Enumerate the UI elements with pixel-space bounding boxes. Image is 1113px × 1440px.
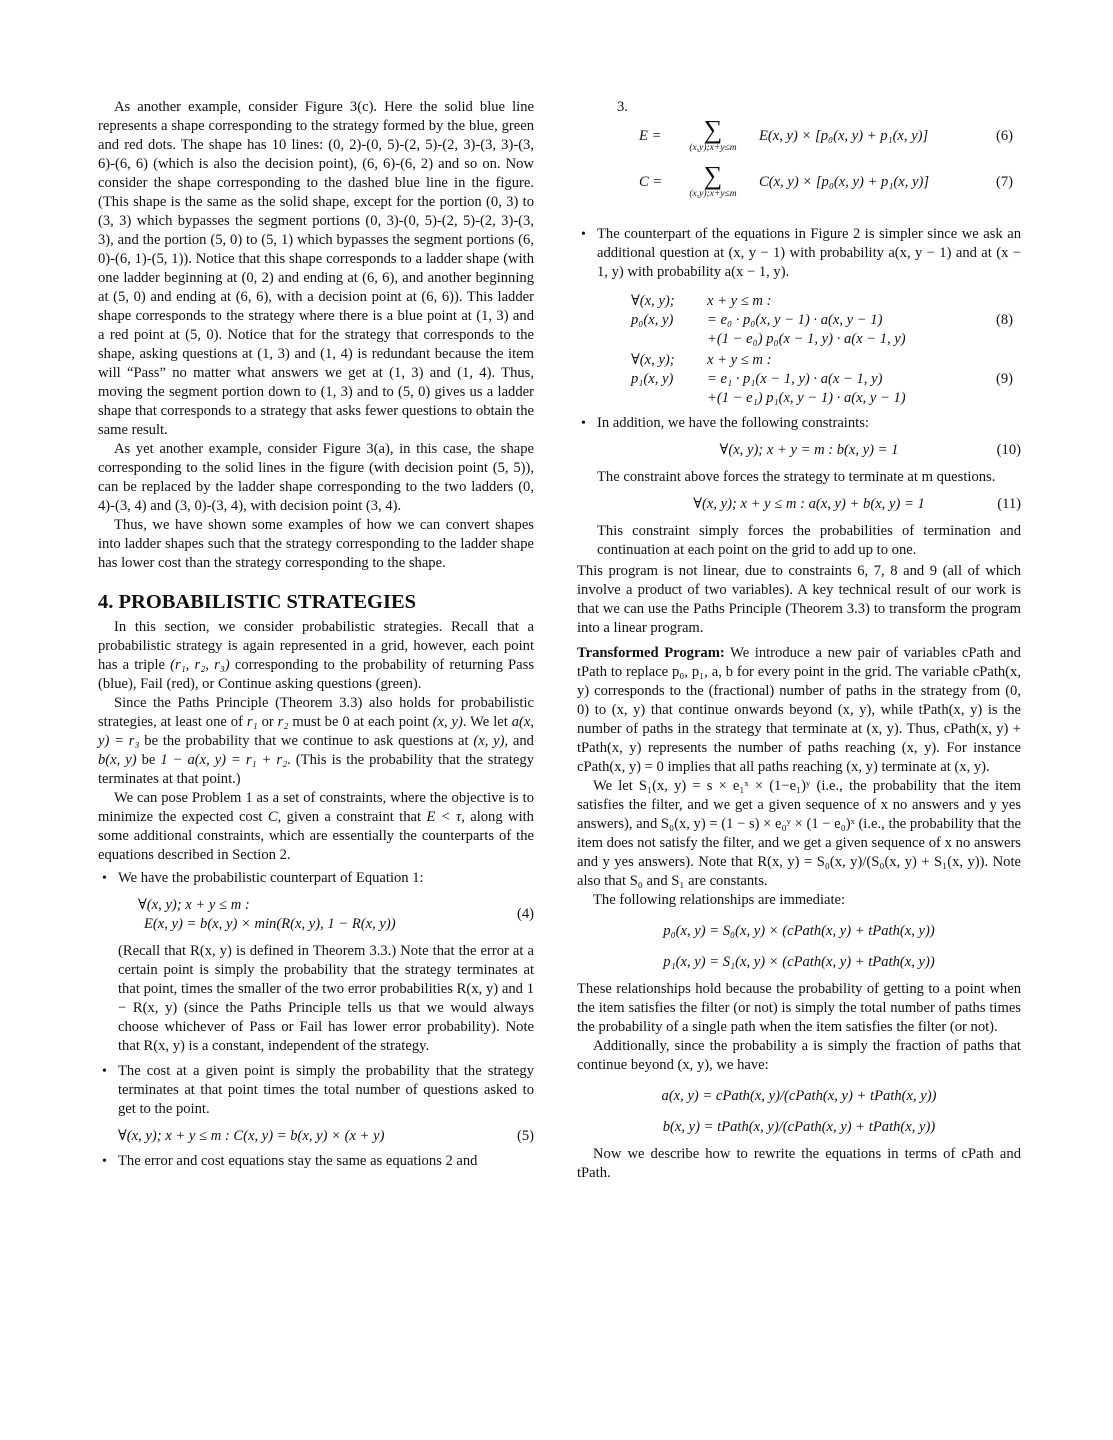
paragraph-paths-principle: Since the Paths Principle (Theorem 3.3) also holds for probabilistic strategies, at least one of r₁ or r₂ must be 0 at each point (x, y). We let a(x, y) = r₃ be the probability that we continue to ask questions at (x, y), and b(x, y) be 1 − a(x, y) = r₁ + r₂. (This is the probability that the strategy terminates at that point.) [98,695,534,787]
list-item: • In addition, we have the following constraints: ∀(x, y); x + y = m : b(x, y) = 1 (10) The constraint above forces the strategy to terminate at m questions. ∀(x, y); x + y ≤ m : a(x, y) + b(x, y) = 1 (11) This constraint simply forces the probabilities of termination and continuation at each point on the grid to add up to one. [577,414,1021,560]
equation-p0: p₀(x, y) = S₀(x, y) × (cPath(x, y) + tPath(x, y)) [663,923,935,939]
equation-7: C = ∑ (x,y);x+y≤m C(x, y) × [p₀(x, y) + p₁(x, y)] (7) [639,161,1013,199]
equation-10: ∀(x, y); x + y = m : b(x, y) = 1 (10) [719,442,1021,458]
paragraph-relationships-explanation: These relationships hold because the probability of getting to a point when the item satisfies the filter (or not) is simply the total number of paths times the probability of a single path when the item satisfies the filter (or not). [577,981,1021,1035]
paragraph-rewrite: Now we describe how to rewrite the equations in terms of cPath and tPath. [577,1146,1021,1181]
equation-8: ∀(x, y); x + y ≤ m : p₀(x, y) = e₀ · p₀(x, y − 1) · a(x, y − 1) +(1 − e₀) p₀(x − 1, y) · a(x − 1, y) (8) [631,293,1013,347]
list-item: • We have the probabilistic counterpart of Equation 1: ∀(x, y); x + y ≤ m : E(x, y) = b(x, y) × min(R(x, y), 1 − R(x, y)) (4) (Recall that R(x, y) is defined in Theorem 3.3.) Note that the error at a certain point is simply the probability that the strategy terminates at that point, times the smaller of the two error probabilities R(x, y) and 1 − R(x, y) (since the Paths Principle tells us that we would always choose whichever of Pass or Fail has lower error probability). Note that R(x, y) is a constant, independent of the strategy. [98,869,534,1056]
paragraph-figure-3a-example: As yet another example, consider Figure 3(a), in this case, the shape corresponding to the solid lines in the figure (with decision point (5, 5)), can be replaced by the ladder shape corresponding to the two ladders (0, 4)-(3, 4) and (3, 0)-(3, 4), with decision point (3, 4). [98,441,534,514]
constraint-10-explanation: The constraint above forces the strategy to terminate at m questions. [597,469,996,485]
equation-p1: p₁(x, y) = S₁(x, y) × (cPath(x, y) + tPath(x, y)) [663,954,935,970]
equation-9: ∀(x, y); x + y ≤ m : p₁(x, y) = e₁ · p₁(x − 1, y) · a(x − 1, y) +(1 − e₁) p₁(x, y − 1) · a(x, y − 1) (9) [631,352,1013,406]
right-column [577,98,1021,1183]
equation-4: ∀(x, y); x + y ≤ m : E(x, y) = b(x, y) × min(R(x, y), 1 − R(x, y)) (4) [138,897,534,932]
paragraph-s0-s1: We let S₁(x, y) = s × e₁ˣ × (1−e₁)ʸ (i.e., the probability that the item satisfies the filter, and we get a given sequence of x no answers and y yes answers), and S₀(x, y) = (1 − s) × e₀ʸ × (1 − e₀)ˣ (i.e., the probability that the item does not satisfy the filter, and we get a given sequence of x no answers and y yes answers). Note that R(x, y) = S₀(x, y)/(S₀(x, y) + S₁(x, y)). Note also that S₀ and S₁ are constants. [577,778,1021,889]
section-heading: 4. PROBABILISTIC STRATEGIES [98,591,417,613]
paragraph-problem-constraints: We can pose Problem 1 as a set of constraints, where the objective is to minimize the expected cost C, given a constraint that E < τ, along with some additional constraints, which are essentially the counterparts of the equations described in Section 2. [98,790,534,863]
list-item: • The cost at a given point is simply the probability that the strategy terminates at that point times the total number of questions asked to get to the point. ∀(x, y); x + y ≤ m : C(x, y) = b(x, y) × (x + y) (5) [98,1062,534,1146]
paragraph-relationships: The following relationships are immediate: [593,892,846,908]
equation-b: b(x, y) = tPath(x, y)/(cPath(x, y) + tPath(x, y)) [662,1119,936,1135]
constraint-list [98,869,534,1171]
equation-4-explanation: (Recall that R(x, y) is defined in Theorem 3.3.) Note that the error at a certain point is simply the probability that the strategy terminates at that point, times the smaller of the two error probabilities R(x, y) and 1 − R(x, y) (since the Paths Principle tells us that we would always choose whichever of Pass or Fail has lower error probability). Note that R(x, y) is a constant, independent of the strategy. [118,943,534,1054]
right-bullet-list [577,225,1021,560]
paragraph-nonlinear: This program is not linear, due to constraints 6, 7, 8 and 9 (all of which involve a product of two variables). A key technical result of our work is that we can use the Paths Principle (Theorem 3.3) to transform the program into a linear program. [577,563,1021,636]
equation-11: ∀(x, y); x + y ≤ m : a(x, y) + b(x, y) = 1 (11) [693,496,1021,512]
continuation-text: 3. [617,99,628,115]
equation-6: E = ∑ (x,y);x+y≤m E(x, y) × [p₀(x, y) + p₁(x, y)] (6) [639,115,1013,153]
paragraph-fraction: Additionally, since the probability a is simply the fraction of paths that continue beyond (x, y), we have: [577,1038,1021,1073]
equation-a: a(x, y) = cPath(x, y)/(cPath(x, y) + tPath(x, y)) [661,1088,937,1104]
list-item: • The counterpart of the equations in Figure 2 is simpler since we ask an additional question at (x, y − 1) with probability a(x, y − 1) and at (x − 1, y) with probability a(x − 1, y). ∀(x, y); x + y ≤ m : p₀(x, y) = e₀ · p₀(x, y − 1) · a(x, y − 1) +(1 − e₀) p₀(x − 1, y) · a(x − 1, y) (8) ∀(x, y); x + y ≤ m : p₁(x, y) = e₁ · p₁(x − 1, y) · a(x − 1, y) +(1 − e₁) p₁(x, y − 1) · a(x, y − 1) (9) [577,225,1021,408]
list-item: • The error and cost equations stay the same as equations 2 and [98,1152,534,1171]
constraint-11-explanation: This constraint simply forces the probabilities of termination and continuation at each point on the grid to add up to one. [597,523,1021,558]
paragraph-transformed-program: Transformed Program: We introduce a new pair of variables cPath and tPath to replace p₀, p₁, a, b for every point in the grid. The variable cPath(x, y) corresponds to the (fractional) number of paths in the strategy from (0, 0) to (x, y) that continue onwards beyond (x, y), while tPath(x, y) is the number of paths in the strategy that terminate at (x, y). Thus, cPath(x, y) + tPath(x, y) represents the number of paths reaching (x, y). For instance cPath(x, y) = 0 implies that all paths reaching (x, y) terminate at (x, y). [577,645,1021,775]
paragraph-shapes-summary: Thus, we have shown some examples of how we can convert shapes into ladder shapes such that the strategy corresponding to the ladder shape has lower cost than the strategy corresponding to the shape. [98,517,534,571]
equation-5: ∀(x, y); x + y ≤ m : C(x, y) = b(x, y) × (x + y) (5) [118,1128,534,1144]
paragraph-figure-3c-example: As another example, consider Figure 3(c). Here the solid blue line represents a shape corresponding to the strategy formed by the blue, green and red dots. The shape has 10 lines: (0, 2)-(0, 5)-(2, 5)-(2, 3)-(3, 3)-(3, 6)-(6, 6) (which is also the decision point), (6, 6)-(6, 2) and so on. Now consider the shape corresponding to the dashed blue line in the figure. (This shape is the same as the solid shape, except for the portion (0, 3) to (3, 3) which bypasses the segment portions (0, 3)-(0, 5)-(2, 5)-(2, 3)-(3, 3), and the portion (5, 0) to (5, 1) which bypasses the segment portions (6, 0)-(6, 1)-(5, 1)). Notice that this shape corresponds to a ladder shape (with one ladder beginning at (0, 2) and ending at (6, 6), and another beginning at (5, 0) and ending at (6, 6), with a decision point at (6, 6)). This ladder shape corresponds to the strategy where there is a blue point at (1, 3) and a red point at (5, 0). Notice that for the strategy that corresponds to the shape, asking questions at (1, 3) and (1, 4) is redundant because the item will “Pass” no matter what answers we get at (1, 3) and (1, 4). Thus, moving the segment portion down to (1, 3) and to (5, 0) gives us a ladder shape that corresponds to a strategy that asks fewer questions to obtain the same result. [98,99,534,438]
left-column [98,98,534,1177]
paragraph-probabilistic-intro: In this section, we consider probabilistic strategies. Recall that a probabilistic strategy is again represented in a grid, however, each point has a triple (r₁, r₂, r₃) corresponding to the probability of returning Pass (blue), Fail (red), or Continue asking questions (green). [98,619,534,692]
